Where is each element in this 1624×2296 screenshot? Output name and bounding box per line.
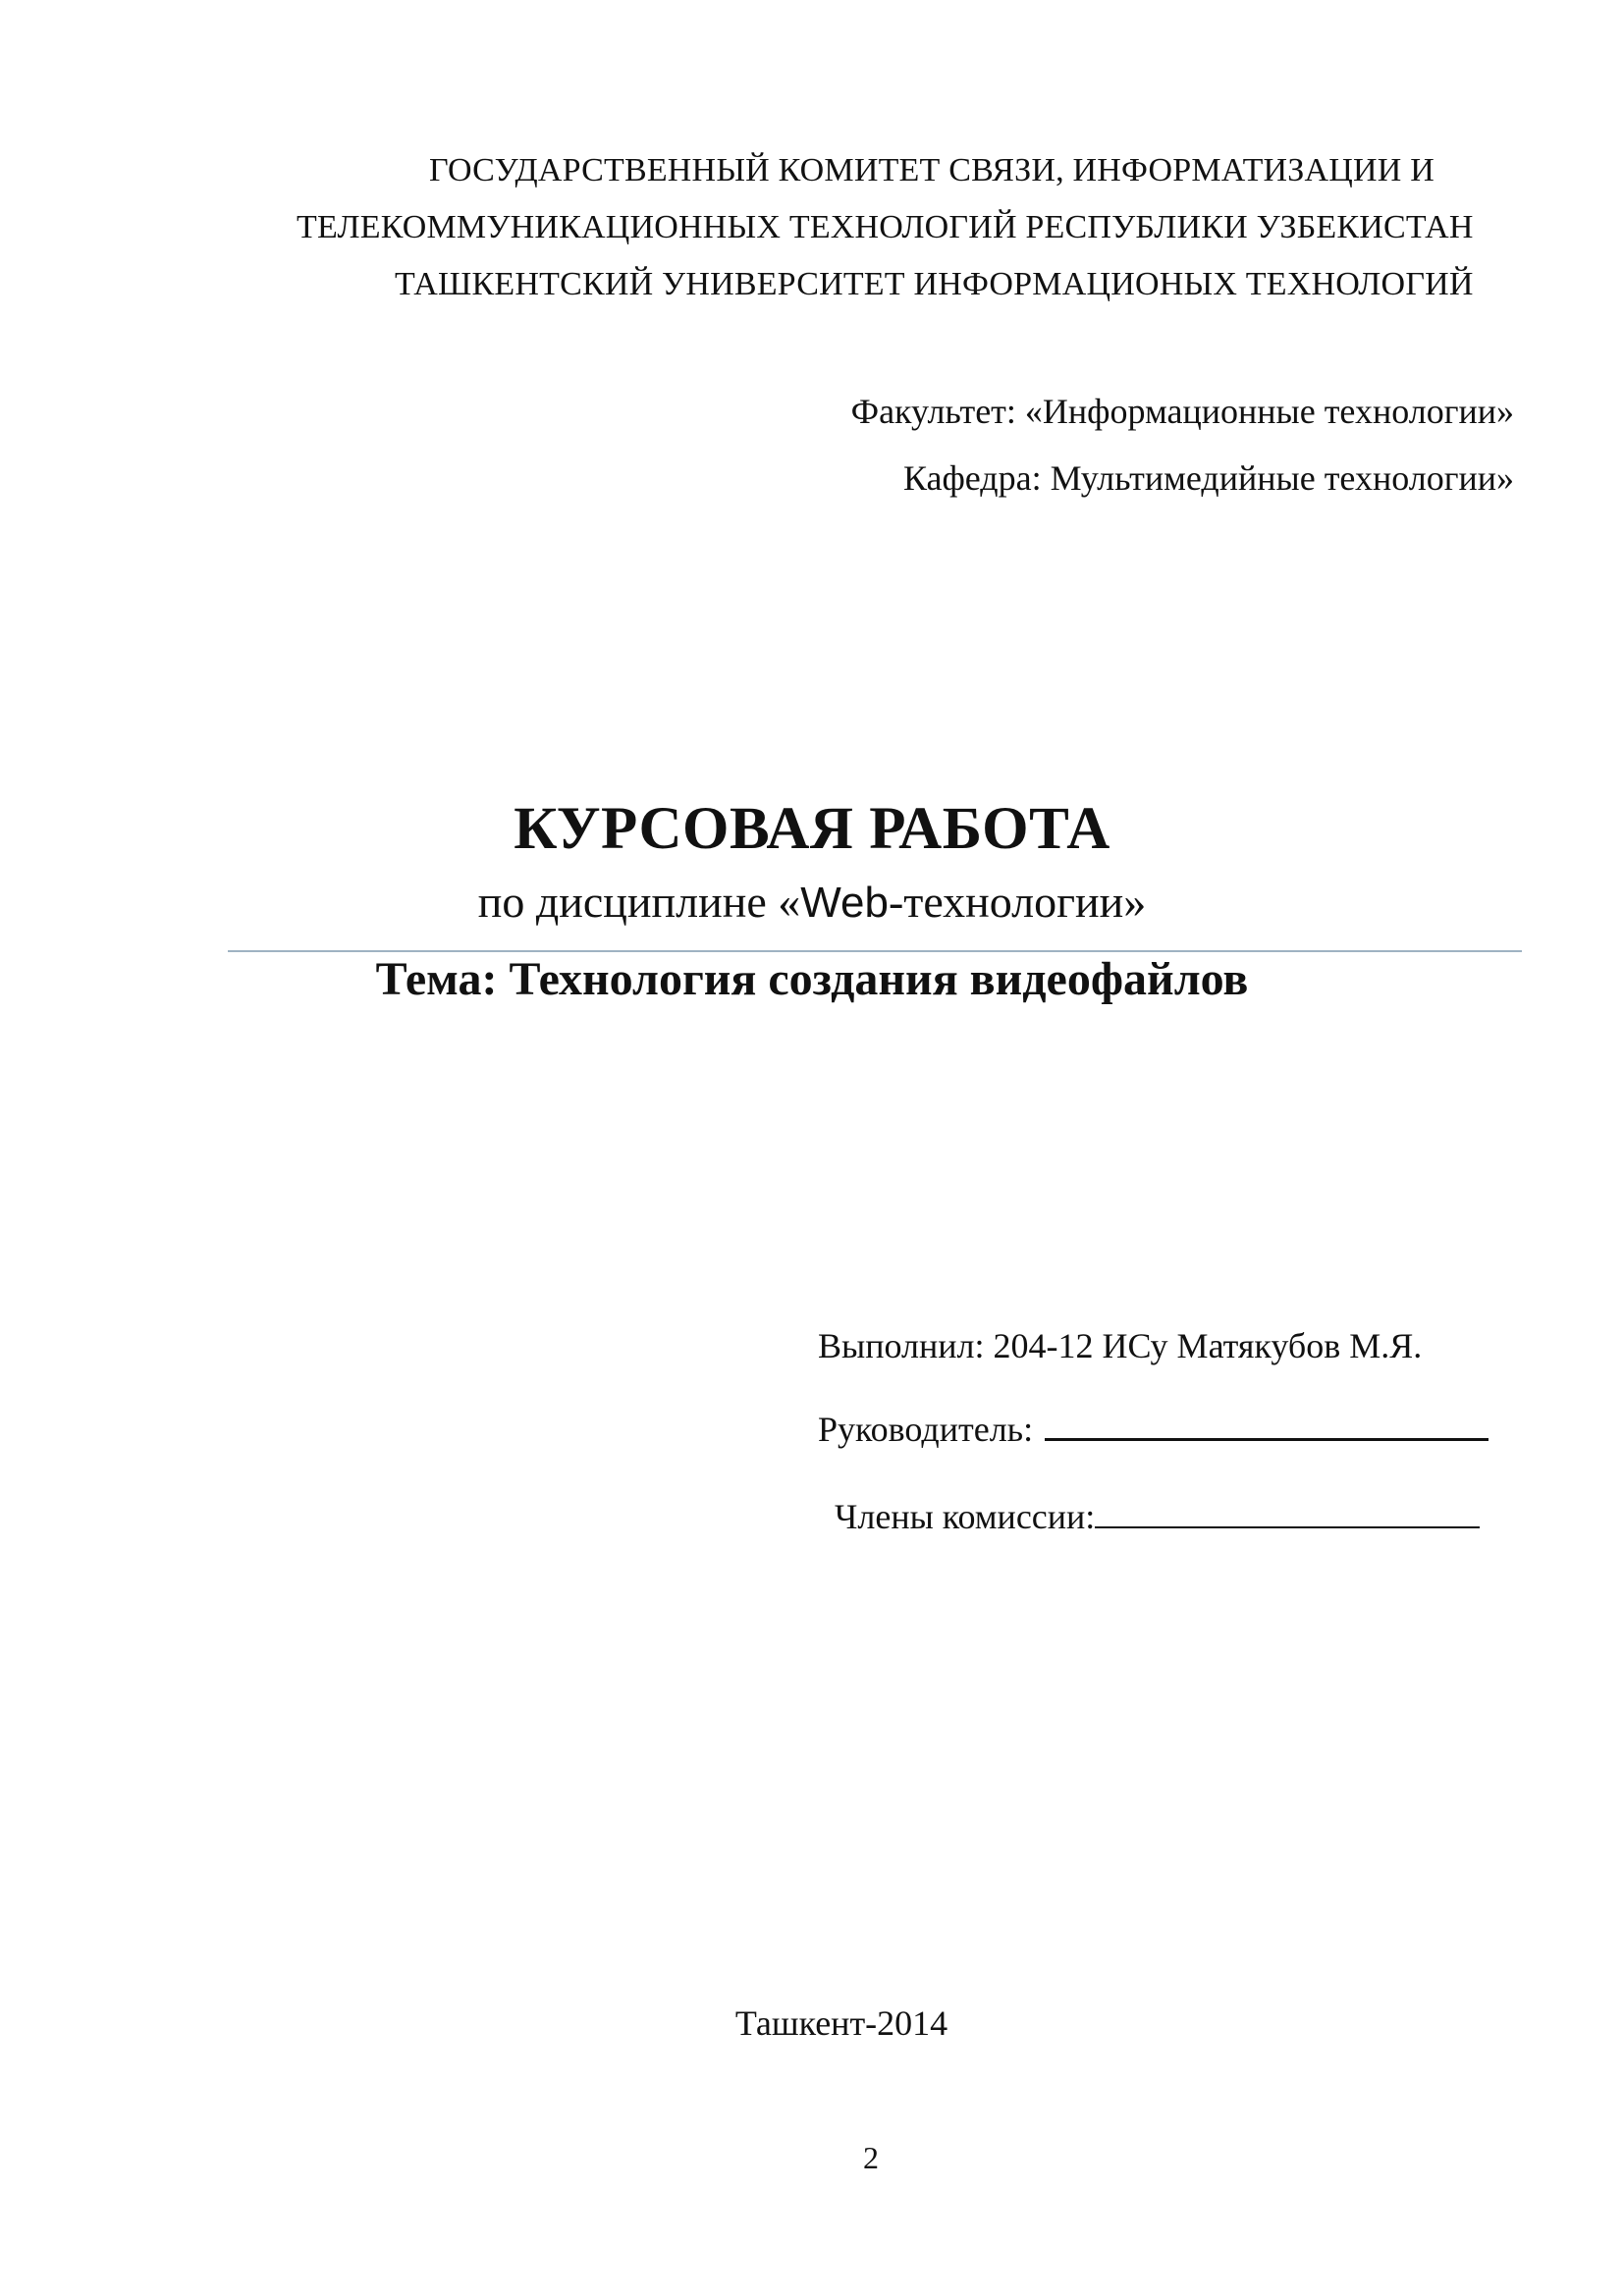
- committee-row: [835, 1496, 1480, 1537]
- faculty-label: Факультет: «Информационные технологии»: [850, 392, 1514, 431]
- chair-label: Кафедра: Мультимедийные технологии»: [902, 458, 1514, 498]
- header-line-1: ГОСУДАРСТВЕННЫЙ КОМИТЕТ СВЯЗИ, ИНФОРМАТИЗАЦИИ И: [429, 152, 1435, 188]
- header-line-3: ТАШКЕНТСКИЙ УНИВЕРСИТЕТ ИНФОРМАЦИОНЫХ ТЕХНОЛОГИЙ: [395, 266, 1474, 302]
- supervisor-label: Руководитель:: [818, 1410, 1034, 1449]
- discipline-prefix: по дисциплине «: [477, 877, 801, 927]
- committee-label: Члены комиссии:: [835, 1497, 1096, 1536]
- discipline-line: [0, 876, 1624, 928]
- performed-by: Выполнил: 204-12 ИСу Матякубов М.Я.: [818, 1326, 1423, 1365]
- page-number: 2: [863, 2140, 879, 2175]
- supervisor-row: [818, 1409, 1489, 1450]
- work-title: КУРСОВАЯ РАБОТА: [514, 796, 1110, 862]
- discipline-name: Web: [800, 879, 889, 927]
- supervisor-signature-line: [1045, 1411, 1489, 1441]
- discipline-suffix: -технологии»: [888, 877, 1147, 927]
- city-year: Ташкент-2014: [734, 2003, 948, 2043]
- header-line-2: ТЕЛЕКОММУНИКАЦИОННЫХ ТЕХНОЛОГИЙ РЕСПУБЛИКИ УЗБЕКИСТАН: [297, 209, 1474, 245]
- committee-signature-line: [1095, 1499, 1480, 1528]
- topic-title: Тема: Технология создания видеофайлов: [375, 953, 1249, 1005]
